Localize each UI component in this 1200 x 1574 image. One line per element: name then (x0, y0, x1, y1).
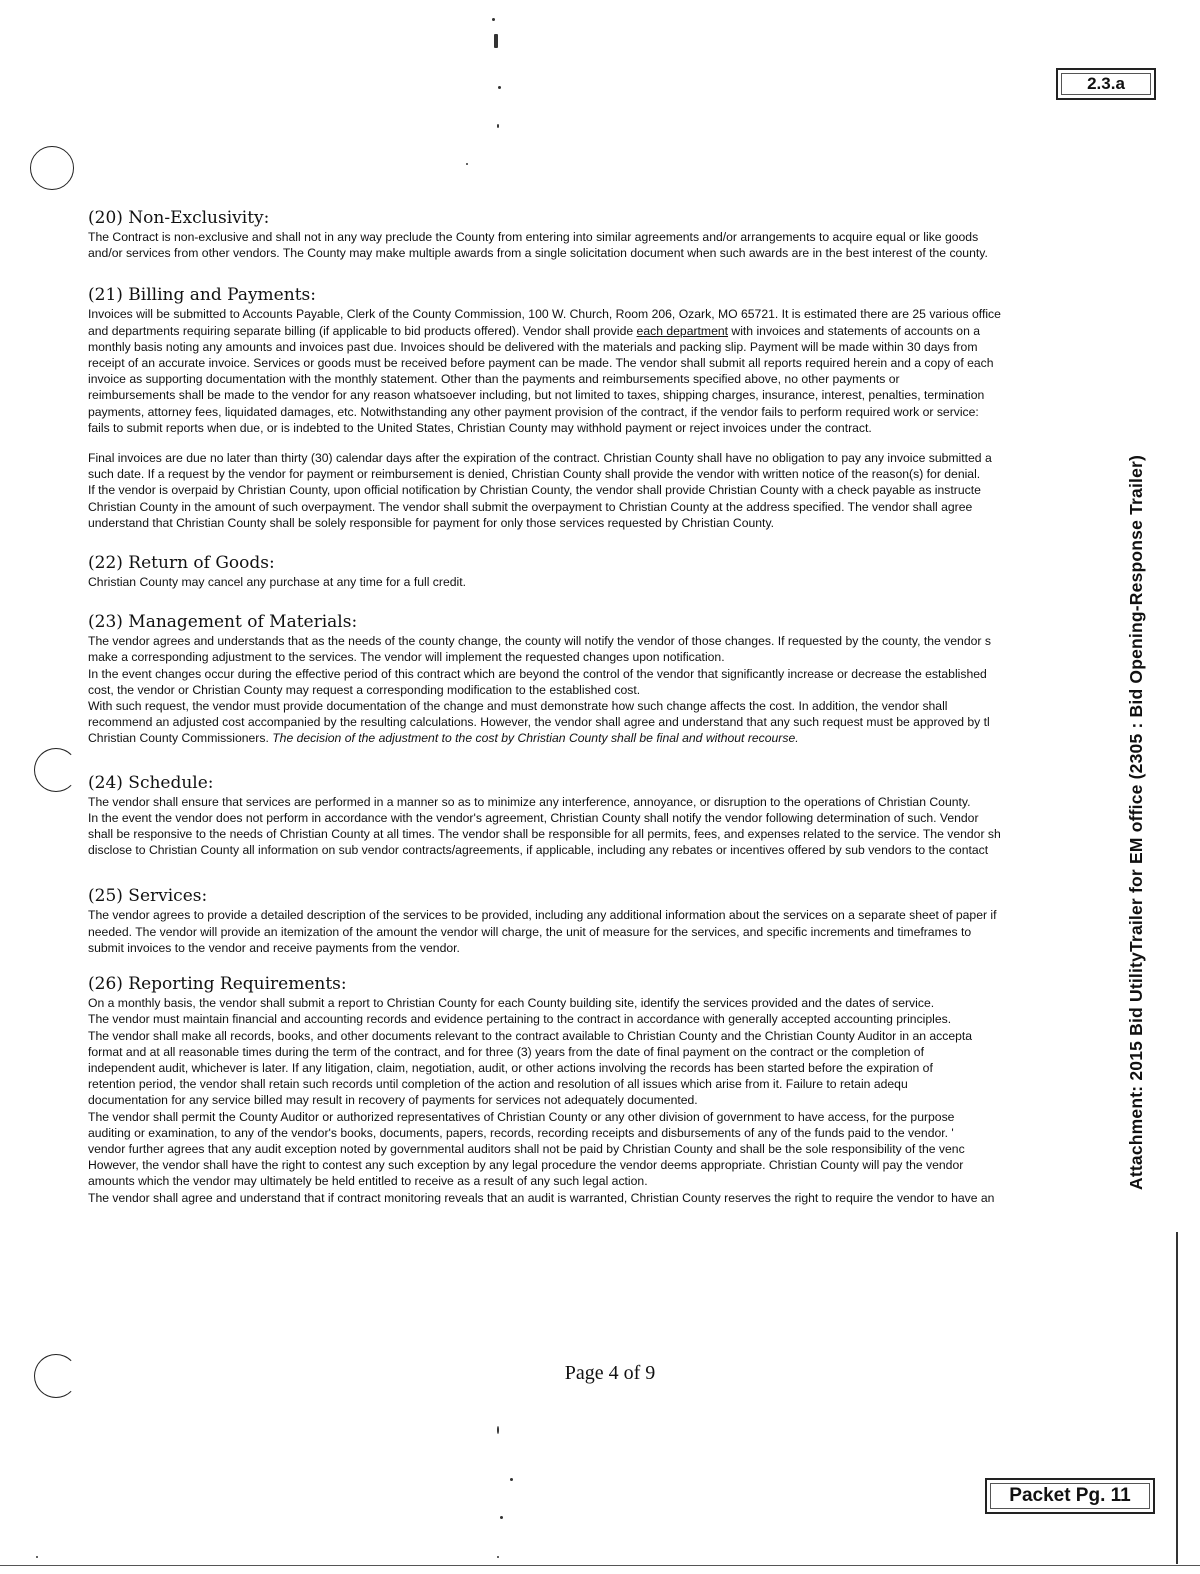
paragraph-line: Christian County may cancel any purchase at any time for a full credit. (88, 575, 466, 590)
scan-speck (36, 1556, 38, 1558)
paragraph-line: In the event the vendor does not perform in accordance with the vendor's agreement, Christian County shall notify the vendor following determination of such. Vendor (88, 810, 979, 825)
paragraph-line: The vendor agrees to provide a detailed description of the services to be provided, including any additional information about the services on a separate sheet of paper if (88, 908, 997, 923)
document-body (88, 208, 1118, 1224)
section-schedule (88, 773, 1118, 859)
section-return-of-goods (88, 553, 1118, 590)
paragraph-line: The vendor agrees and understands that as the needs of the county change, the county will notify the vendor of those changes. If requested by the county, the vendor s (88, 634, 991, 649)
paragraph-line: needed. The vendor will provide an itemization of the amount the vendor will charge, the unit of measure for the services, and specific increments and timeframes to (88, 924, 972, 939)
paragraph-line: auditing or examination, to any of the vendor's books, documents, papers, records, recording receipts and disbursements of any of the funds paid to the vendor. ' (88, 1125, 954, 1140)
attachment-sidebar-text: Attachment: 2015 Bid UtilityTrailer for EM office (2305 : Bid Opening-Response Trailer) (1126, 454, 1146, 1190)
section-heading: (23) Management of Materials: (88, 612, 358, 633)
paragraph-italic-text: The decision of the adjustment to the cost by Christian County shall be final and without recourse. (272, 731, 799, 746)
paragraph-line: payments, attorney fees, liquidated damages, etc. Notwithstanding any other payment provision of the contract, if the vendor fails to perform required work or service: (88, 404, 979, 419)
paragraph-line: Final invoices are due no later than thirty (30) calendar days after the expiration of the contract. Christian County shall have no obligation to pay any invoice submitted a (88, 451, 992, 466)
scan-speck (497, 124, 499, 128)
scan-speck (497, 1426, 499, 1434)
paragraph-line: invoice as supporting documentation with the monthly statement. Other than the payments and reimbursements specified above, no other payments or (88, 372, 900, 387)
right-margin-rule (1176, 1232, 1178, 1564)
scan-speck (498, 86, 501, 89)
paragraph-line: The vendor shall agree and understand that if contract monitoring reveals that an audit is warranted, Christian County reserves the right to require the vendor to have an (88, 1190, 995, 1205)
paragraph-line: The vendor shall ensure that services are performed in a manner so as to minimize any interference, annoyance, or disruption to the operations of Christian County. (88, 794, 971, 809)
paragraph-line: understand that Christian County shall be solely responsible for payment for only those services requested by Christian County. (88, 515, 775, 530)
scan-speck (500, 1516, 503, 1519)
paragraph-line: disclose to Christian County all information on sub vendor contracts/agreements, if applicable, including any rebates or incentives offered by sub vendors to the contact (88, 843, 989, 858)
paragraph-line: recommend an adjusted cost accompanied by the resulting calculations. However, the vendor shall agree and understand that any such request must be approved by tl (88, 715, 990, 730)
page-label-text: 2.3.a (1087, 74, 1125, 93)
section-heading: (24) Schedule: (88, 772, 214, 793)
paragraph-line: The vendor must maintain financial and accounting records and evidence pertaining to the contract in accordance with generally accepted accounting principles. (88, 1012, 952, 1027)
paragraph-line (88, 731, 1118, 746)
paragraph-line: The vendor shall permit the County Auditor or authorized representatives of Christian County or any other division of government to have access, for the purpose (88, 1109, 955, 1124)
page-number: Page 4 of 9 (564, 1362, 656, 1384)
paragraph-line: In the event changes occur during the effective period of this contract which are beyond the control of the vendor that significantly increase or decrease the established (88, 666, 987, 681)
paragraph-line: receipt of an accurate invoice. Services or goods must be received before payment can be made. The vendor shall submit all reports required herein and a copy of each (88, 356, 994, 371)
scan-speck (492, 18, 495, 21)
punch-hole-middle (34, 748, 78, 792)
scan-speck (497, 1556, 499, 1558)
section-heading: (21) Billing and Payments: (88, 285, 316, 306)
paragraph-line: However, the vendor shall have the right to contest any such exception by any legal procedure the vendor deems appropriate. Christian County will pay the vendor (88, 1158, 964, 1173)
section-heading: (22) Return of Goods: (88, 553, 275, 574)
section-billing-and-payments (88, 285, 1118, 531)
packet-page-label-box (985, 1478, 1155, 1514)
paragraph-line: submit invoices to the vendor and receive payments from the vendor. (88, 940, 460, 955)
paragraph-line: monthly basis noting any amounts and invoices past due. Invoices should be delivered with the materials and packing slip. Payment will be made within 30 days from (88, 339, 978, 354)
paragraph-line: and/or services from other vendors. The County may make multiple awards from a single solicitation document when such awards are in the best interest of the county. (88, 246, 988, 261)
paragraph-line: The vendor shall make all records, books, and other documents relevant to the contract available to Christian County and the Christian County Auditor in an accepta (88, 1028, 973, 1043)
paragraph-line: format and at all reasonable times during the term of the contract, and for three (3) years from the date of final payment on the contract or the completion of (88, 1044, 924, 1059)
paragraph-line: If the vendor is overpaid by Christian County, upon official notification by Christian County, the vendor shall provide Christian County with a check payable as instructe (88, 483, 981, 498)
page-label-box (1056, 68, 1156, 100)
bottom-edge-rule (0, 1565, 1200, 1566)
scan-speck (466, 163, 468, 165)
paragraph-line: Christian County in the amount of such overpayment. The vendor shall submit the overpayment to Christian County at the address specified. The vendor shall agree (88, 499, 973, 514)
paragraph-line: The Contract is non-exclusive and shall not in any way preclude the County from entering into similar agreements and/or arrangements to acquire equal or like goods (88, 230, 979, 244)
section-non-exclusivity (88, 208, 1118, 261)
scan-speck (494, 34, 498, 48)
scan-speck (510, 1478, 513, 1481)
paragraph-line: retention period, the vendor shall retain such records until completion of the action and resolution of all issues which arise from it. Failure to retain adequ (88, 1077, 908, 1092)
paragraph-line: such date. If a request by the vendor for payment or reimbursement is denied, Christian County shall provide the vendor with written notice of the reason(s) for denial. (88, 467, 981, 482)
section-heading: (25) Services: (88, 886, 208, 907)
paragraph-line: With such request, the vendor must provide documentation of the change and must demonstrate how such change affects the cost. In addition, the vendor shall (88, 699, 948, 714)
section-reporting-requirements (88, 974, 1118, 1206)
paragraph-line: shall be responsive to the needs of Christian County at all times. The vendor shall be responsible for all permits, fees, and expenses related to the service. The vendor sh (88, 827, 1001, 842)
paragraph-line: cost, the vendor or Christian County may request a corresponding modification to the established cost. (88, 682, 641, 697)
paragraph-line: independent audit, whichever is later. If any litigation, claim, negotiation, audit, or other actions involving the records has been started before the expiration of (88, 1060, 933, 1075)
paragraph-line: make a corresponding adjustment to the services. The vendor will implement the requested changes upon notification. (88, 650, 725, 665)
section-services (88, 886, 1118, 956)
section-management-of-materials (88, 612, 1118, 746)
packet-page-label-text: Packet Pg. 11 (1009, 1485, 1131, 1506)
paragraph-line: and departments requiring separate billing (if applicable to bid products offered). Vendor shall provide each department with invoices and statements of accounts on a (88, 323, 981, 338)
paragraph-line: On a monthly basis, the vendor shall submit a report to Christian County for each County building site, identify the services provided and the dates of service. (88, 996, 935, 1011)
paragraph-line: amounts which the vendor may ultimately be held entitled to receive as a result of any such legal action. (88, 1174, 648, 1189)
section-heading: (20) Non-Exclusivity: (88, 208, 270, 228)
paragraph-line: vendor further agrees that any audit exception noted by governmental auditors shall not be paid by Christian County and shall be the sole responsibility of the venc (88, 1141, 965, 1156)
paragraph-text: Christian County Commissioners. (88, 731, 273, 746)
paragraph-line: documentation for any service billed may result in recovery of payments for services not adequately documented. (88, 1093, 698, 1108)
section-heading: (26) Reporting Requirements: (88, 974, 347, 995)
punch-hole-top (30, 146, 74, 190)
underlined-phrase: each department (636, 323, 729, 338)
paragraph-line: Invoices will be submitted to Accounts Payable, Clerk of the County Commission, 100 W. Church, Room 206, Ozark, MO 65721. It is estimated there are 25 various office (88, 307, 1001, 322)
paragraph-line: reimbursements shall be made to the vendor for any reason whatsoever including, but not limited to taxes, shipping charges, insurance, interest, penalties, termination (88, 388, 985, 403)
paragraph-line: fails to submit reports when due, or is indebted to the United States, Christian County may withhold payment or reject invoices under the contract. (88, 420, 872, 435)
